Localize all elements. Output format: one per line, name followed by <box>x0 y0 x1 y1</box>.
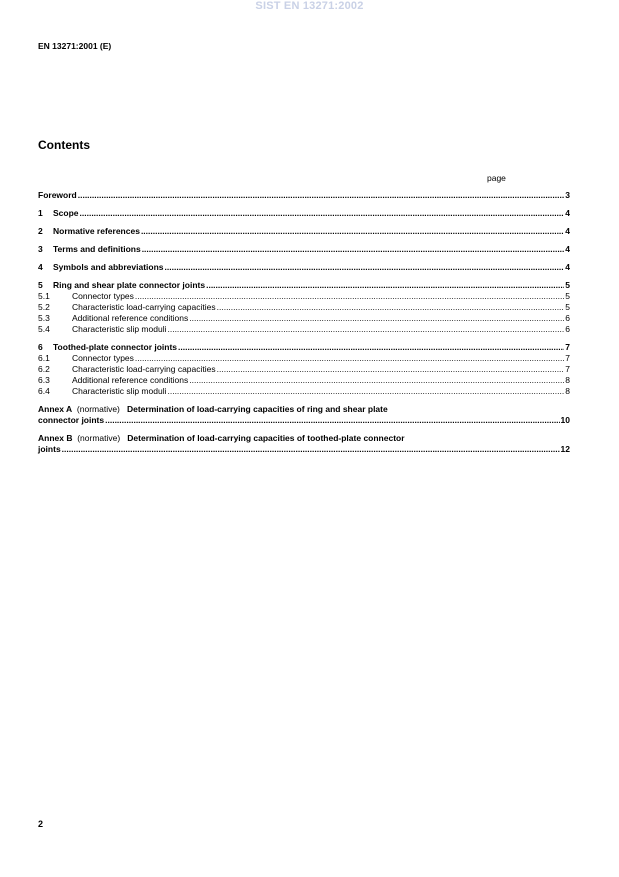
dot-leader <box>78 190 565 201</box>
document-id: EN 13271:2001 (E) <box>38 41 112 51</box>
dot-leader <box>165 262 565 273</box>
annex-heading-line <box>38 433 570 444</box>
toc-entry-annex-a[interactable] <box>38 404 570 426</box>
toc-entry-page: 7 <box>565 342 570 352</box>
toc-entry-title: Characteristic load-carrying capacities <box>72 302 216 312</box>
toc-entry-page: 4 <box>565 244 570 254</box>
toc-entry-5[interactable] <box>38 280 570 291</box>
toc-entry-title: Ring and shear plate connector joints <box>53 280 206 290</box>
annex-type: (normative) <box>77 433 121 443</box>
toc-entry-page: 6 <box>565 313 570 323</box>
annex-label: Annex A <box>38 404 73 414</box>
toc-entry-number: 6.4 <box>38 386 50 396</box>
watermark: SIST EN 13271:2002 <box>255 0 364 12</box>
dot-leader <box>80 208 565 219</box>
toc-entry-number: 4 <box>38 262 43 272</box>
annex-title-line2: joints <box>38 444 61 454</box>
dot-leader <box>142 244 565 255</box>
toc-entry-5-2[interactable] <box>38 302 570 313</box>
dot-leader <box>189 375 564 386</box>
dot-leader <box>217 302 565 313</box>
toc-entry-title: Normative references <box>53 226 140 236</box>
toc-entry-6-1[interactable] <box>38 353 570 364</box>
toc-entry-1[interactable] <box>38 208 570 219</box>
toc-entry-title: Characteristic slip moduli <box>72 386 167 396</box>
annex-title-line1: Determination of load-carrying capacities of toothed-plate connector <box>127 433 405 443</box>
toc-entry-page: 10 <box>560 415 570 425</box>
page-column-label: page <box>487 173 506 183</box>
toc-entry-page: 7 <box>565 364 570 374</box>
dot-leader <box>167 324 564 335</box>
toc-entry-number: 6 <box>38 342 43 352</box>
toc-entry-annex-b[interactable] <box>38 433 570 455</box>
toc-entry-title: Foreword <box>38 190 77 200</box>
toc-entry-5-1[interactable] <box>38 291 570 302</box>
annex-title-line1: Determination of load-carrying capacities of ring and shear plate <box>126 404 388 414</box>
dot-leader <box>178 342 564 353</box>
dot-leader <box>135 291 564 302</box>
table-of-contents <box>38 190 570 455</box>
toc-entry-title: Connector types <box>72 353 134 363</box>
annex-type: (normative) <box>76 404 120 414</box>
toc-entry-number: 6.2 <box>38 364 50 374</box>
toc-entry-title: Toothed-plate connector joints <box>53 342 178 352</box>
toc-entry-6-3[interactable] <box>38 375 570 386</box>
toc-entry-page: 3 <box>565 190 570 200</box>
toc-entry-page: 4 <box>565 262 570 272</box>
toc-entry-page: 8 <box>565 386 570 396</box>
toc-entry-3[interactable] <box>38 244 570 255</box>
toc-entry-title: Terms and definitions <box>53 244 141 254</box>
dot-leader <box>135 353 564 364</box>
toc-entry-page: 8 <box>565 375 570 385</box>
toc-entry-5-3[interactable] <box>38 313 570 324</box>
toc-entry-page: 4 <box>565 226 570 236</box>
toc-entry-page: 4 <box>565 208 570 218</box>
toc-entry-5-4[interactable] <box>38 324 570 335</box>
annex-label: Annex B <box>38 433 73 443</box>
annex-title-line2: connector joints <box>38 415 105 425</box>
footer-page-number: 2 <box>38 819 44 829</box>
toc-entry-title: Additional reference conditions <box>72 375 189 385</box>
toc-entry-6-4[interactable] <box>38 386 570 397</box>
dot-leader <box>217 364 565 375</box>
toc-entry-page: 5 <box>565 280 570 290</box>
toc-entry-title: Symbols and abbreviations <box>53 262 164 272</box>
dot-leader <box>62 444 560 455</box>
toc-entry-title: Scope <box>53 208 79 218</box>
toc-entry-4[interactable] <box>38 262 570 273</box>
page-title: Contents <box>38 138 90 152</box>
toc-entry-title: Characteristic slip moduli <box>72 324 167 334</box>
toc-entry-title: Connector types <box>72 291 134 301</box>
toc-entry-6[interactable] <box>38 342 570 353</box>
toc-entry-number: 5 <box>38 280 43 290</box>
dot-leader <box>141 226 564 237</box>
toc-entry-number: 3 <box>38 244 43 254</box>
toc-entry-number: 5.1 <box>38 291 50 301</box>
dot-leader <box>167 386 564 397</box>
toc-entry-number: 1 <box>38 208 43 218</box>
dot-leader <box>189 313 564 324</box>
toc-entry-title: Additional reference conditions <box>72 313 189 323</box>
dot-leader <box>105 415 559 426</box>
toc-entry-2[interactable] <box>38 226 570 237</box>
toc-entry-number: 5.4 <box>38 324 50 334</box>
toc-entry-foreword[interactable] <box>38 190 570 201</box>
toc-entry-number: 5.2 <box>38 302 50 312</box>
toc-entry-number: 6.3 <box>38 375 50 385</box>
toc-entry-number: 2 <box>38 226 43 236</box>
dot-leader <box>206 280 564 291</box>
annex-title-row <box>38 444 570 455</box>
toc-entry-number: 6.1 <box>38 353 50 363</box>
toc-entry-page: 12 <box>560 444 570 454</box>
toc-entry-6-2[interactable] <box>38 364 570 375</box>
toc-entry-page: 6 <box>565 324 570 334</box>
toc-entry-page: 5 <box>565 302 570 312</box>
toc-entry-number: 5.3 <box>38 313 50 323</box>
toc-entry-title: Characteristic load-carrying capacities <box>72 364 216 374</box>
annex-title-row <box>38 415 570 426</box>
annex-heading-line <box>38 404 570 415</box>
toc-entry-page: 7 <box>565 353 570 363</box>
toc-entry-page: 5 <box>565 291 570 301</box>
